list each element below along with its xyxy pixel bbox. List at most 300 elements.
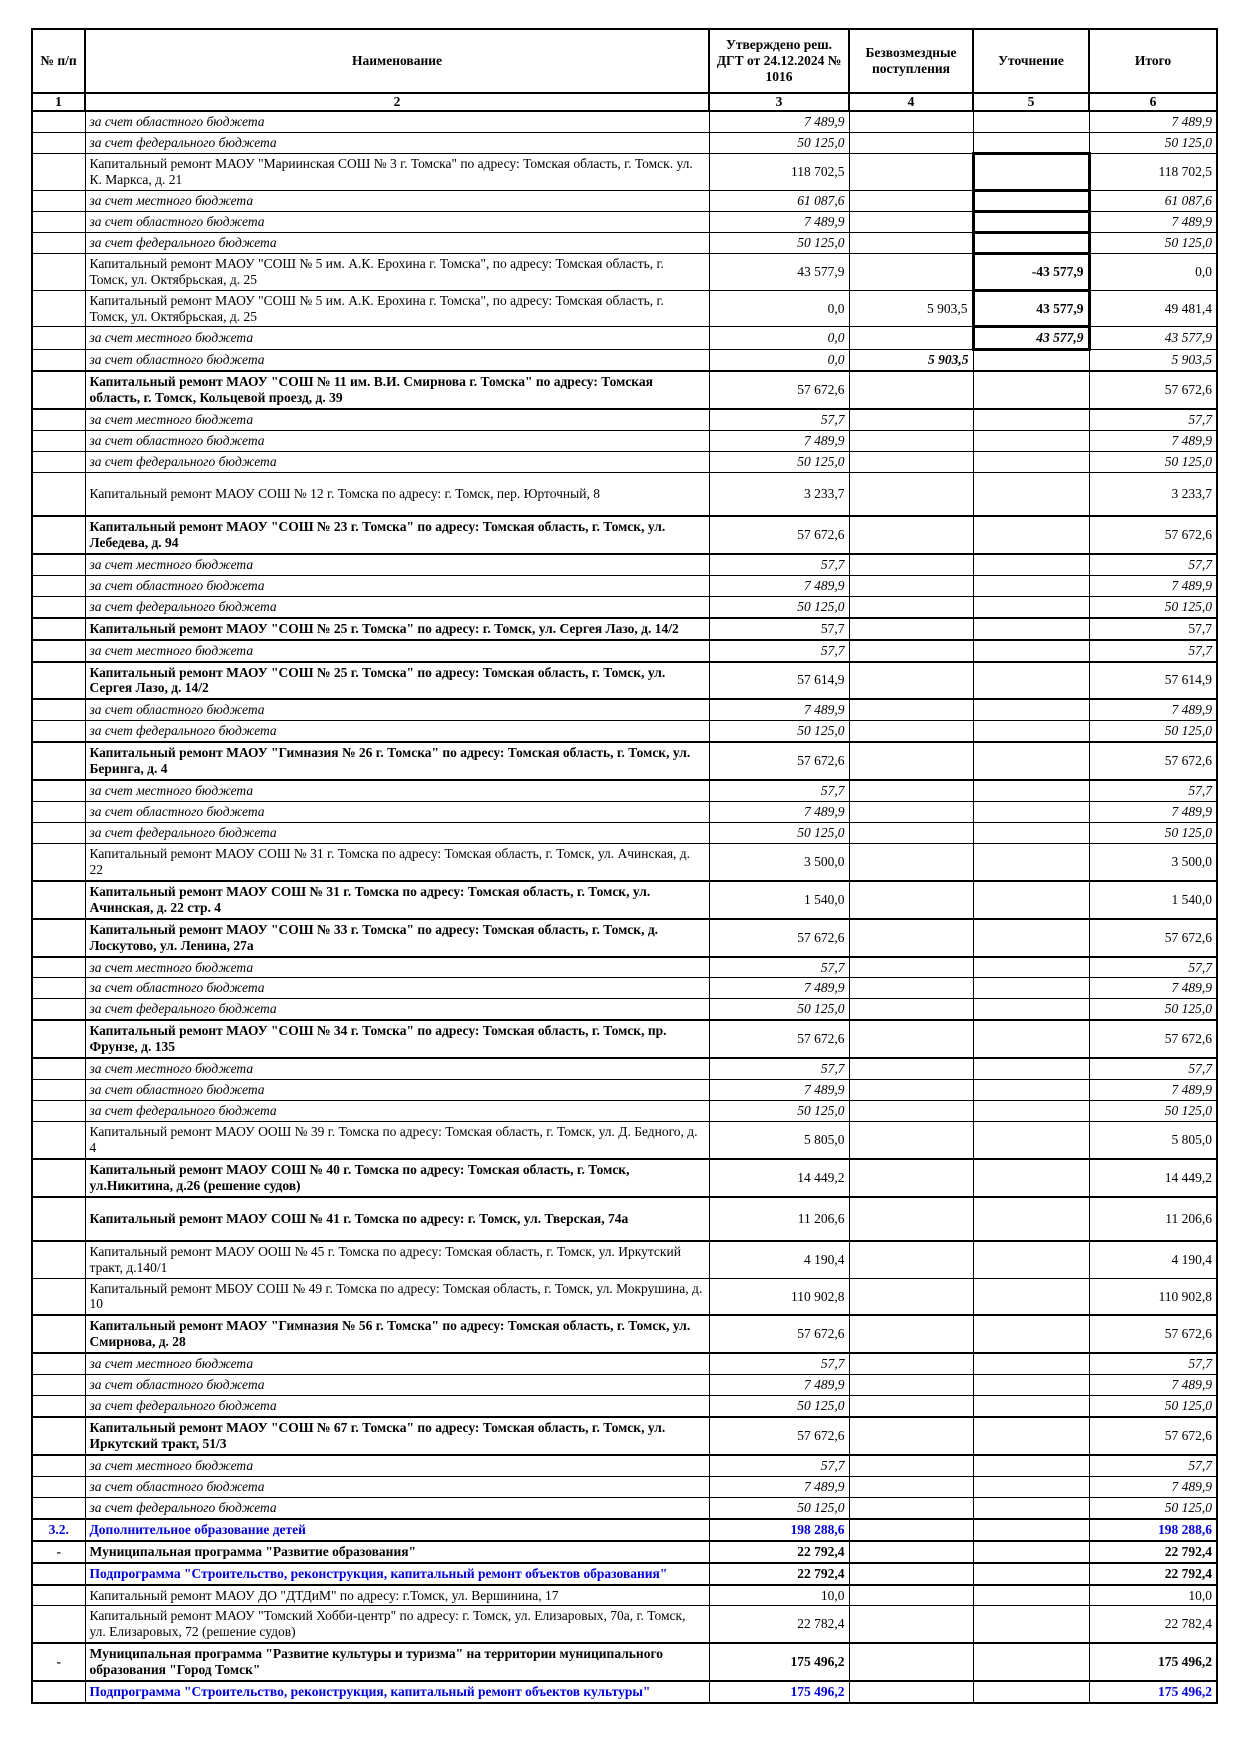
approved-cell: 57 672,6 [709, 919, 849, 957]
approved-cell: 50 125,0 [709, 1101, 849, 1122]
row-number-cell [32, 1417, 85, 1455]
adjustment-cell [973, 822, 1089, 843]
adjustment-cell [973, 843, 1089, 880]
approved-cell: 50 125,0 [709, 1396, 849, 1417]
row-number-cell [32, 1080, 85, 1101]
gratuitous-cell [849, 211, 973, 232]
adjustment-cell [973, 132, 1089, 153]
table-row [32, 843, 1217, 880]
total-cell: 50 125,0 [1089, 721, 1217, 742]
gratuitous-cell [849, 1375, 973, 1396]
approved-cell: 57,7 [709, 409, 849, 430]
gratuitous-cell [849, 780, 973, 801]
table-row [32, 978, 1217, 999]
table-row [32, 1101, 1217, 1122]
row-number-cell [32, 1353, 85, 1374]
name-cell: Дополнительное образование детей [85, 1519, 709, 1541]
col-header-name: Наименование [85, 29, 709, 93]
table-row [32, 881, 1217, 919]
row-number-cell [32, 371, 85, 409]
table-row [32, 1541, 1217, 1563]
approved-cell: 1 540,0 [709, 881, 849, 919]
gratuitous-cell [849, 1476, 973, 1497]
name-cell: за счет местного бюджета [85, 409, 709, 430]
approved-cell: 50 125,0 [709, 596, 849, 617]
name-cell: Капитальный ремонт МАОУ "Томский Хобби-центр" по адресу: г. Томск, ул. Елизаровых, 70а, г. Томск, ул. Елизаровых, 72 (решение судов) [85, 1606, 709, 1643]
approved-cell: 57,7 [709, 780, 849, 801]
name-cell: Капитальный ремонт МАОУ СОШ № 41 г. Томска по адресу: г. Томск, ул. Тверская, 74а [85, 1197, 709, 1241]
approved-cell: 22 792,4 [709, 1541, 849, 1563]
adjustment-cell [973, 1197, 1089, 1241]
adjustment-cell [973, 919, 1089, 957]
gratuitous-cell: 5 903,5 [849, 350, 973, 371]
name-cell: за счет федерального бюджета [85, 1101, 709, 1122]
table-row [32, 473, 1217, 516]
name-cell: за счет местного бюджета [85, 1455, 709, 1476]
adjustment-cell [973, 1681, 1089, 1703]
row-number-cell [32, 554, 85, 575]
table-row [32, 1563, 1217, 1585]
table-row [32, 919, 1217, 957]
col-num-5: 5 [973, 93, 1089, 111]
gratuitous-cell [849, 742, 973, 780]
gratuitous-cell [849, 1681, 973, 1703]
approved-cell: 7 489,9 [709, 111, 849, 132]
row-number-cell [32, 1101, 85, 1122]
gratuitous-cell [849, 1417, 973, 1455]
gratuitous-cell [849, 1396, 973, 1417]
table-row [32, 640, 1217, 662]
col-header-adjustment: Уточнение [973, 29, 1089, 93]
total-cell: 57 672,6 [1089, 1020, 1217, 1058]
approved-cell: 5 805,0 [709, 1122, 849, 1159]
name-cell: Капитальный ремонт МАОУ "СОШ № 23 г. Томска" по адресу: Томская область, г. Томск, ул. Лебедева, д. 94 [85, 516, 709, 554]
table-row [32, 618, 1217, 640]
gratuitous-cell [849, 618, 973, 640]
row-number-cell [32, 575, 85, 596]
approved-cell: 43 577,9 [709, 253, 849, 290]
col-header-total: Итого [1089, 29, 1217, 93]
adjustment-cell [973, 350, 1089, 371]
adjustment-cell [973, 1278, 1089, 1315]
approved-cell: 118 702,5 [709, 153, 849, 190]
gratuitous-cell [849, 1585, 973, 1606]
budget-table [31, 28, 1218, 1704]
row-number-cell [32, 153, 85, 190]
gratuitous-cell [849, 1197, 973, 1241]
gratuitous-cell [849, 253, 973, 290]
approved-cell: 61 087,6 [709, 190, 849, 211]
adjustment-cell [973, 516, 1089, 554]
gratuitous-cell [849, 1020, 973, 1058]
approved-cell: 57 672,6 [709, 516, 849, 554]
total-cell: 22 782,4 [1089, 1606, 1217, 1643]
adjustment-cell [973, 801, 1089, 822]
adjustment-cell [973, 452, 1089, 473]
total-cell: 118 702,5 [1089, 153, 1217, 190]
total-cell: 198 288,6 [1089, 1519, 1217, 1541]
row-number-cell: - [32, 1541, 85, 1563]
adjustment-cell [973, 780, 1089, 801]
gratuitous-cell [849, 1563, 973, 1585]
total-cell: 5 903,5 [1089, 350, 1217, 371]
approved-cell: 50 125,0 [709, 822, 849, 843]
gratuitous-cell [849, 699, 973, 720]
approved-cell: 7 489,9 [709, 1476, 849, 1497]
row-number-cell [32, 1455, 85, 1476]
approved-cell: 50 125,0 [709, 999, 849, 1020]
table-row [32, 232, 1217, 253]
approved-cell: 22 782,4 [709, 1606, 849, 1643]
name-cell: за счет областного бюджета [85, 1375, 709, 1396]
adjustment-cell: 43 577,9 [973, 327, 1089, 350]
table-row [32, 1396, 1217, 1417]
gratuitous-cell [849, 1519, 973, 1541]
name-cell: за счет областного бюджета [85, 431, 709, 452]
gratuitous-cell [849, 662, 973, 700]
row-number-cell [32, 1396, 85, 1417]
gratuitous-cell [849, 371, 973, 409]
gratuitous-cell [849, 452, 973, 473]
row-number-cell [32, 132, 85, 153]
name-cell: за счет областного бюджета [85, 801, 709, 822]
row-number-cell [32, 327, 85, 350]
row-number-cell [32, 919, 85, 957]
table-row [32, 516, 1217, 554]
table-row [32, 1375, 1217, 1396]
table-row [32, 111, 1217, 132]
total-cell: 7 489,9 [1089, 801, 1217, 822]
gratuitous-cell: 5 903,5 [849, 290, 973, 327]
adjustment-cell [973, 881, 1089, 919]
row-number-cell [32, 1476, 85, 1497]
name-cell: Муниципальная программа "Развитие культуры и туризма" на территории муниципального образования "Город Томск" [85, 1643, 709, 1681]
adjustment-cell: -43 577,9 [973, 253, 1089, 290]
total-cell: 50 125,0 [1089, 1497, 1217, 1518]
adjustment-cell [973, 554, 1089, 575]
approved-cell: 0,0 [709, 350, 849, 371]
row-number-cell [32, 1197, 85, 1241]
table-row [32, 596, 1217, 617]
approved-cell: 57 672,6 [709, 371, 849, 409]
row-number-cell [32, 232, 85, 253]
gratuitous-cell [849, 190, 973, 211]
gratuitous-cell [849, 1159, 973, 1197]
col-header-gratuitous: Безвозмездные поступления [849, 29, 973, 93]
row-number-cell [32, 253, 85, 290]
name-cell: за счет федерального бюджета [85, 999, 709, 1020]
row-number-cell [32, 699, 85, 720]
row-number-cell [32, 822, 85, 843]
name-cell: Капитальный ремонт МАОУ "СОШ № 25 г. Томска" по адресу: Томская область, г. Томск, ул. Сергея Лазо, д. 14/2 [85, 662, 709, 700]
gratuitous-cell [849, 822, 973, 843]
name-cell: за счет федерального бюджета [85, 721, 709, 742]
total-cell: 1 540,0 [1089, 881, 1217, 919]
table-row [32, 1455, 1217, 1476]
approved-cell: 50 125,0 [709, 1497, 849, 1518]
total-cell: 22 792,4 [1089, 1541, 1217, 1563]
name-cell: Капитальный ремонт МАОУ "СОШ № 25 г. Томска" по адресу: г. Томск, ул. Сергея Лазо, д. 14/2 [85, 618, 709, 640]
gratuitous-cell [849, 596, 973, 617]
table-row [32, 999, 1217, 1020]
adjustment-cell [973, 409, 1089, 430]
gratuitous-cell [849, 919, 973, 957]
name-cell: за счет федерального бюджета [85, 1396, 709, 1417]
adjustment-cell [973, 721, 1089, 742]
adjustment-cell [973, 232, 1089, 253]
total-cell: 7 489,9 [1089, 575, 1217, 596]
name-cell: Капитальный ремонт МАОУ "Мариинская СОШ № 3 г. Томска" по адресу: Томская область, г. Томск. ул. К. Маркса, д. 21 [85, 153, 709, 190]
table-row [32, 1585, 1217, 1606]
adjustment-cell [973, 575, 1089, 596]
table-row [32, 452, 1217, 473]
name-cell: Капитальный ремонт МАОУ "СОШ № 11 им. В.И. Смирнова г. Томска" по адресу: Томская область, г. Томск, Кольцевой проезд, д. 39 [85, 371, 709, 409]
table-row [32, 327, 1217, 350]
name-cell: за счет областного бюджета [85, 978, 709, 999]
total-cell: 7 489,9 [1089, 1080, 1217, 1101]
approved-cell: 11 206,6 [709, 1197, 849, 1241]
name-cell: за счет федерального бюджета [85, 132, 709, 153]
adjustment-cell [973, 1606, 1089, 1643]
row-number-cell [32, 618, 85, 640]
row-number-cell [32, 1681, 85, 1703]
approved-cell: 0,0 [709, 290, 849, 327]
adjustment-cell [973, 1353, 1089, 1374]
adjustment-cell [973, 742, 1089, 780]
table-row [32, 190, 1217, 211]
gratuitous-cell [849, 999, 973, 1020]
total-cell: 57,7 [1089, 1455, 1217, 1476]
row-number-cell: - [32, 1643, 85, 1681]
table-row [32, 431, 1217, 452]
adjustment-cell [973, 111, 1089, 132]
row-number-cell [32, 1585, 85, 1606]
adjustment-cell [973, 1080, 1089, 1101]
name-cell: Капитальный ремонт МАОУ "СОШ № 5 им. А.К. Ерохина г. Томска", по адресу: Томская область, г. Томск, ул. Октябрьская, д. 25 [85, 290, 709, 327]
name-cell: Капитальный ремонт МАОУ СОШ № 31 г. Томска по адресу: Томская область, г. Томск, ул. Ачинская, д. 22 [85, 843, 709, 880]
total-cell: 22 792,4 [1089, 1563, 1217, 1585]
table-row [32, 699, 1217, 720]
adjustment-cell [973, 1585, 1089, 1606]
adjustment-cell [973, 1519, 1089, 1541]
total-cell: 0,0 [1089, 253, 1217, 290]
approved-cell: 50 125,0 [709, 452, 849, 473]
table-row [32, 742, 1217, 780]
adjustment-cell: 43 577,9 [973, 290, 1089, 327]
table-row [32, 409, 1217, 430]
name-cell: Подпрограмма "Строительство, реконструкция, капитальный ремонт объектов образования" [85, 1563, 709, 1585]
gratuitous-cell [849, 978, 973, 999]
row-number-cell [32, 452, 85, 473]
name-cell: за счет местного бюджета [85, 1058, 709, 1079]
total-cell: 57,7 [1089, 1353, 1217, 1374]
table-row [32, 721, 1217, 742]
row-number-cell: 3.2. [32, 1519, 85, 1541]
total-cell: 175 496,2 [1089, 1681, 1217, 1703]
gratuitous-cell [849, 957, 973, 978]
total-cell: 7 489,9 [1089, 699, 1217, 720]
approved-cell: 57,7 [709, 1455, 849, 1476]
gratuitous-cell [849, 516, 973, 554]
total-cell: 50 125,0 [1089, 232, 1217, 253]
gratuitous-cell [849, 1080, 973, 1101]
adjustment-cell [973, 1122, 1089, 1159]
total-cell: 57,7 [1089, 1058, 1217, 1079]
gratuitous-cell [849, 1122, 973, 1159]
total-cell: 57,7 [1089, 957, 1217, 978]
approved-cell: 57,7 [709, 618, 849, 640]
total-cell: 57,7 [1089, 409, 1217, 430]
name-cell: за счет областного бюджета [85, 1080, 709, 1101]
name-cell: Капитальный ремонт МАОУ СОШ № 40 г. Томска по адресу: Томская область, г. Томск, ул.Никитина, д.26 (решение судов) [85, 1159, 709, 1197]
approved-cell: 57 672,6 [709, 742, 849, 780]
adjustment-cell [973, 699, 1089, 720]
table-row [32, 780, 1217, 801]
adjustment-cell [973, 190, 1089, 211]
name-cell: Подпрограмма "Строительство, реконструкция, капитальный ремонт объектов культуры" [85, 1681, 709, 1703]
header-row [32, 29, 1217, 93]
approved-cell: 175 496,2 [709, 1681, 849, 1703]
name-cell: за счет федерального бюджета [85, 232, 709, 253]
name-cell: за счет местного бюджета [85, 957, 709, 978]
adjustment-cell [973, 618, 1089, 640]
row-number-cell [32, 978, 85, 999]
gratuitous-cell [849, 431, 973, 452]
table-row [32, 290, 1217, 327]
adjustment-cell [973, 662, 1089, 700]
col-header-approved: Утверждено реш. ДГТ от 24.12.2024 № 1016 [709, 29, 849, 93]
table-row [32, 1278, 1217, 1315]
approved-cell: 57 672,6 [709, 1020, 849, 1058]
approved-cell: 50 125,0 [709, 232, 849, 253]
name-cell: Капитальный ремонт МАОУ "Гимназия № 26 г. Томска" по адресу: Томская область, г. Томск, ул. Беринга, д. 4 [85, 742, 709, 780]
total-cell: 50 125,0 [1089, 1101, 1217, 1122]
adjustment-cell [973, 640, 1089, 662]
name-cell: Капитальный ремонт МАОУ "СОШ № 34 г. Томска" по адресу: Томская область, г. Томск, пр. Фрунзе, д. 135 [85, 1020, 709, 1058]
table-row [32, 1417, 1217, 1455]
name-cell: Капитальный ремонт МАОУ ООШ № 39 г. Томска по адресу: Томская область, г. Томск, ул. Д. Бедного, д. 4 [85, 1122, 709, 1159]
table-row [32, 1241, 1217, 1278]
row-number-cell [32, 1020, 85, 1058]
col-header-row-number: № п/п [32, 29, 85, 93]
name-cell: за счет федерального бюджета [85, 822, 709, 843]
adjustment-cell [973, 1101, 1089, 1122]
col-num-2: 2 [85, 93, 709, 111]
table-row [32, 1681, 1217, 1703]
row-number-cell [32, 742, 85, 780]
name-cell: за счет областного бюджета [85, 211, 709, 232]
total-cell: 57 672,6 [1089, 919, 1217, 957]
approved-cell: 57,7 [709, 640, 849, 662]
approved-cell: 4 190,4 [709, 1241, 849, 1278]
table-row [32, 1122, 1217, 1159]
approved-cell: 57 672,6 [709, 1417, 849, 1455]
table-row [32, 1497, 1217, 1518]
adjustment-cell [973, 1455, 1089, 1476]
row-number-cell [32, 1278, 85, 1315]
approved-cell: 0,0 [709, 327, 849, 350]
approved-cell: 7 489,9 [709, 1375, 849, 1396]
name-cell: Капитальный ремонт МАОУ "СОШ № 33 г. Томска" по адресу: Томская область, г. Томск, д. Лоскутово, ул. Ленина, 27а [85, 919, 709, 957]
gratuitous-cell [849, 1643, 973, 1681]
gratuitous-cell [849, 153, 973, 190]
gratuitous-cell [849, 1278, 973, 1315]
adjustment-cell [973, 999, 1089, 1020]
adjustment-cell [973, 596, 1089, 617]
name-cell: за счет местного бюджета [85, 780, 709, 801]
adjustment-cell [973, 1417, 1089, 1455]
name-cell: Капитальный ремонт МАОУ СОШ № 12 г. Томска по адресу: г. Томск, пер. Юрточный, 8 [85, 473, 709, 516]
approved-cell: 57,7 [709, 957, 849, 978]
name-cell: Капитальный ремонт МАОУ "СОШ № 67 г. Томска" по адресу: Томская область, г. Томск, ул. Иркутский тракт, 51/3 [85, 1417, 709, 1455]
approved-cell: 57 672,6 [709, 1315, 849, 1353]
gratuitous-cell [849, 232, 973, 253]
name-cell: за счет местного бюджета [85, 1353, 709, 1374]
total-cell: 57 672,6 [1089, 1417, 1217, 1455]
table-row [32, 1159, 1217, 1197]
column-number-row [32, 93, 1217, 111]
approved-cell: 7 489,9 [709, 431, 849, 452]
total-cell: 57 672,6 [1089, 1315, 1217, 1353]
adjustment-cell [973, 473, 1089, 516]
gratuitous-cell [849, 843, 973, 880]
gratuitous-cell [849, 473, 973, 516]
table-row [32, 132, 1217, 153]
adjustment-cell [973, 1563, 1089, 1585]
approved-cell: 50 125,0 [709, 721, 849, 742]
table-row [32, 1519, 1217, 1541]
name-cell: Капитальный ремонт МАОУ ДО "ДТДиМ" по адресу: г.Томск, ул. Вершинина, 17 [85, 1585, 709, 1606]
total-cell: 3 233,7 [1089, 473, 1217, 516]
table-row [32, 1643, 1217, 1681]
total-cell: 61 087,6 [1089, 190, 1217, 211]
adjustment-cell [973, 1476, 1089, 1497]
row-number-cell [32, 350, 85, 371]
table-row [32, 1080, 1217, 1101]
name-cell: за счет местного бюджета [85, 190, 709, 211]
adjustment-cell [973, 1541, 1089, 1563]
name-cell: за счет областного бюджета [85, 111, 709, 132]
table-row [32, 253, 1217, 290]
row-number-cell [32, 1606, 85, 1643]
row-number-cell [32, 640, 85, 662]
gratuitous-cell [849, 1353, 973, 1374]
adjustment-cell [973, 978, 1089, 999]
name-cell: Муниципальная программа "Развитие образования" [85, 1541, 709, 1563]
gratuitous-cell [849, 327, 973, 350]
gratuitous-cell [849, 640, 973, 662]
row-number-cell [32, 1375, 85, 1396]
total-cell: 3 500,0 [1089, 843, 1217, 880]
adjustment-cell [973, 153, 1089, 190]
adjustment-cell [973, 1643, 1089, 1681]
row-number-cell [32, 211, 85, 232]
total-cell: 7 489,9 [1089, 111, 1217, 132]
total-cell: 7 489,9 [1089, 978, 1217, 999]
total-cell: 50 125,0 [1089, 822, 1217, 843]
row-number-cell [32, 516, 85, 554]
table-row [32, 1476, 1217, 1497]
table-row [32, 1606, 1217, 1643]
adjustment-cell [973, 211, 1089, 232]
name-cell: за счет федерального бюджета [85, 596, 709, 617]
row-number-cell [32, 1122, 85, 1159]
row-number-cell [32, 1159, 85, 1197]
row-number-cell [32, 1058, 85, 1079]
name-cell: за счет областного бюджета [85, 350, 709, 371]
name-cell: за счет местного бюджета [85, 554, 709, 575]
name-cell: за счет федерального бюджета [85, 452, 709, 473]
